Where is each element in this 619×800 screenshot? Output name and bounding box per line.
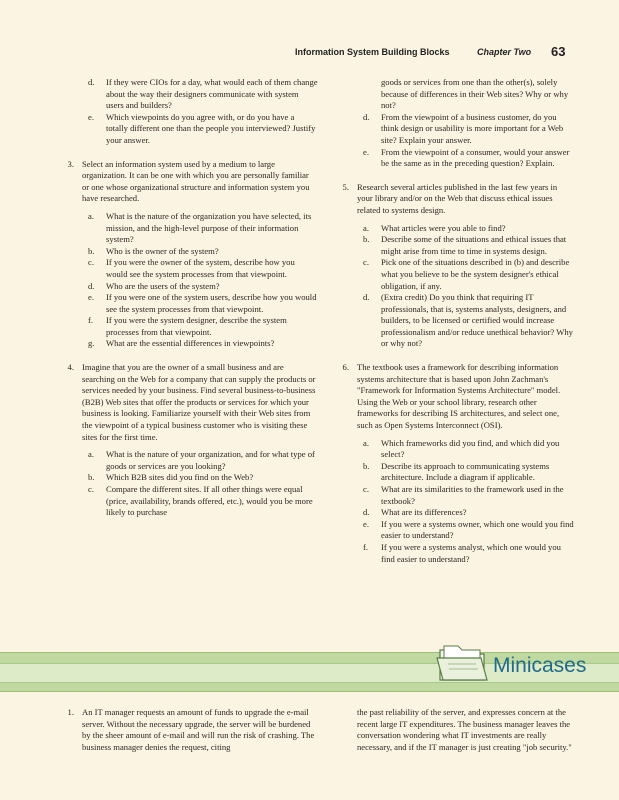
item-letter: e.	[88, 111, 94, 122]
item-text: What are its similarities to the framework used in the textbook?	[381, 484, 564, 506]
list-item	[82, 449, 318, 472]
item-text: Compare the different sites. If all other things were equal (price, availability, brands offered, etc.), would you be more likely to purchase	[106, 484, 313, 518]
minicase-text: the past reliability of the server, and expresses concern at the recent large IT expenditures. The business manager leaves the conversation wondering what IT investments are really necessary, and if the IT manager is just creating "job security."	[357, 707, 572, 752]
item-letter: g.	[88, 338, 95, 349]
list-item	[82, 315, 318, 338]
list-item	[357, 147, 575, 170]
question-stem: Imagine that you are the owner of a small business and are searching on the Web for a company that can supply the products or services needed by your business. Find several business-to-business (B2B) Web sites that offer the products or services for which your business is looking. Familiarize yourself with their Web sites from the viewpoint of a typical business customer who is visiting these sites for the first time.	[82, 362, 316, 442]
item-text: If you were a systems analyst, which one would you find easier to understand?	[381, 541, 561, 564]
item-text: Who are the users of the system?	[106, 280, 220, 291]
item-letter: b.	[363, 460, 370, 471]
item-letter: d.	[363, 292, 370, 303]
list-item	[82, 77, 318, 112]
item-letter: b.	[88, 245, 95, 256]
folder-icon	[434, 640, 490, 684]
item-text: Which viewpoints do you agree with, or do you have a totally different one than the people you interviewed? Justify your answer.	[106, 111, 316, 145]
item-letter: f.	[363, 541, 369, 552]
list-item	[357, 484, 575, 507]
continued-text	[357, 77, 575, 112]
list-item	[82, 292, 318, 315]
header-title: Information System Building Blocks	[295, 47, 450, 57]
item-text: What are the essential differences in viewpoints?	[106, 338, 275, 349]
question-6	[335, 362, 575, 565]
item-letter: a.	[88, 449, 94, 460]
list-item	[82, 281, 318, 293]
left-column	[60, 77, 318, 529]
item-text: goods or services from one than the other(s), solely because of differences in their Web sites? Why or why not?	[381, 77, 569, 111]
list-item	[82, 246, 318, 258]
item-letter: e.	[88, 292, 94, 303]
item-text: What is the nature of your organization, and for what type of goods or services are you looking?	[106, 449, 315, 471]
list-item	[357, 257, 575, 292]
item-letter: a.	[363, 437, 369, 448]
right-column	[335, 77, 575, 575]
item-letter: c.	[88, 257, 94, 268]
item-text: What is the nature of the organization you have selected, its mission, and the high-level purpose of their information system?	[106, 210, 312, 245]
item-text: Describe its approach to communicating systems architecture. Include a diagram if applicable.	[381, 460, 550, 483]
list-item	[357, 507, 575, 519]
question-4-continued	[335, 77, 575, 170]
question-2-continued	[60, 77, 318, 147]
item-letter: b.	[88, 472, 95, 483]
list-item	[357, 223, 575, 235]
list-item	[82, 484, 318, 519]
item-text: Pick one of the situations described in (b) and describe what you believe to be the system designer's ethical obligation, if any.	[381, 257, 570, 291]
question-stem: Research several articles published in the last few years in your library and/or on the Web that discuss ethical issues related to systems design.	[357, 181, 558, 215]
item-text: Who is the owner of the system?	[106, 245, 219, 256]
item-text: From the viewpoint of a consumer, would your answer be the same as in the preceding question? Explain.	[381, 146, 570, 169]
list-item	[82, 211, 318, 246]
item-text: What are its differences?	[381, 507, 467, 518]
item-letter: e.	[363, 146, 369, 157]
question-number: 6.	[342, 362, 349, 373]
item-text: From the viewpoint of a business customer, do you think design or usability is more important for a Web site? Explain your answer.	[381, 111, 564, 145]
page-number: 63	[551, 44, 566, 59]
item-text: Describe some of the situations and ethical issues that might arise from time to time in systems design.	[381, 234, 567, 256]
list-item	[357, 519, 575, 542]
item-text: If you were the system designer, describe the system processes from that viewpoint.	[106, 315, 287, 337]
header-chapter: Chapter Two	[477, 47, 532, 57]
question-number: 5.	[342, 181, 349, 192]
list-item	[357, 461, 575, 484]
minicase-right-column	[357, 707, 579, 753]
question-stem: The textbook uses a framework for describing information systems architecture that is based upon John Zachman's "Framework for Information Systems Architecture" model. Using the Web or your school library, research other frameworks for describing IS architectures, and select one, such as Open Systems Interconnect (OSI).	[357, 362, 561, 431]
list-item	[82, 472, 318, 484]
item-letter: c.	[363, 484, 369, 494]
item-text: Which B2B sites did you find on the Web?	[106, 472, 254, 483]
item-letter: d.	[88, 77, 95, 87]
running-header	[0, 44, 619, 60]
item-text: Which frameworks did you find, and which did you select?	[381, 437, 560, 460]
question-5	[335, 182, 575, 350]
question-number: 4.	[67, 362, 74, 373]
minicase-1	[60, 707, 318, 753]
minicase-number: 1.	[67, 707, 74, 717]
item-letter: a.	[363, 222, 369, 233]
item-letter: c.	[363, 257, 369, 268]
question-3	[60, 159, 318, 351]
item-letter: b.	[363, 234, 370, 245]
item-letter: e.	[363, 518, 369, 529]
list-item	[357, 542, 575, 565]
item-letter: d.	[88, 280, 95, 291]
question-number: 3.	[67, 158, 74, 169]
list-item	[82, 257, 318, 280]
item-letter: d.	[363, 111, 370, 122]
item-letter: d.	[363, 507, 370, 518]
minicase-left-column	[60, 707, 318, 763]
list-item	[82, 338, 318, 350]
item-letter: a.	[88, 210, 94, 221]
question-4	[60, 362, 318, 519]
item-text: What articles were you able to find?	[381, 222, 506, 233]
item-text: If they were CIOs for a day, what would each of them change about the way their designers communicate with system users and builders?	[106, 77, 318, 111]
item-letter: f.	[88, 315, 94, 326]
minicase-text: An IT manager requests an amount of funds to upgrade the e-mail server. Without the necessary upgrade, the server will be burdened by the sheer amount of e-mail and will run the risk of crashing. The business manager denies the request, citing	[82, 707, 315, 752]
list-item	[357, 292, 575, 350]
item-text: (Extra credit) Do you think that requiring IT professionals, that is, systems analysts, designers, and builders, to be licensed or certified would increase professionalism and/or reduce unethical behavior? Why or why not?	[381, 292, 573, 349]
list-item	[357, 438, 575, 461]
item-text: If you were the owner of the system, describe how you would see the system processes from that viewpoint.	[106, 257, 295, 279]
list-item	[357, 112, 575, 147]
minicases-heading: Minicases	[493, 654, 587, 677]
list-item	[357, 234, 575, 257]
item-letter: c.	[88, 484, 94, 494]
question-stem: Select an information system used by a medium to large organization. It can be one with which you are personally familiar or one whose organizational structure and information system you have researched.	[82, 158, 310, 204]
item-text: If you were one of the system users, describe how you would see the system processes from that viewpoint.	[106, 292, 317, 314]
list-item	[82, 112, 318, 147]
item-text: If you were a systems owner, which one would you find easier to understand?	[381, 518, 574, 541]
